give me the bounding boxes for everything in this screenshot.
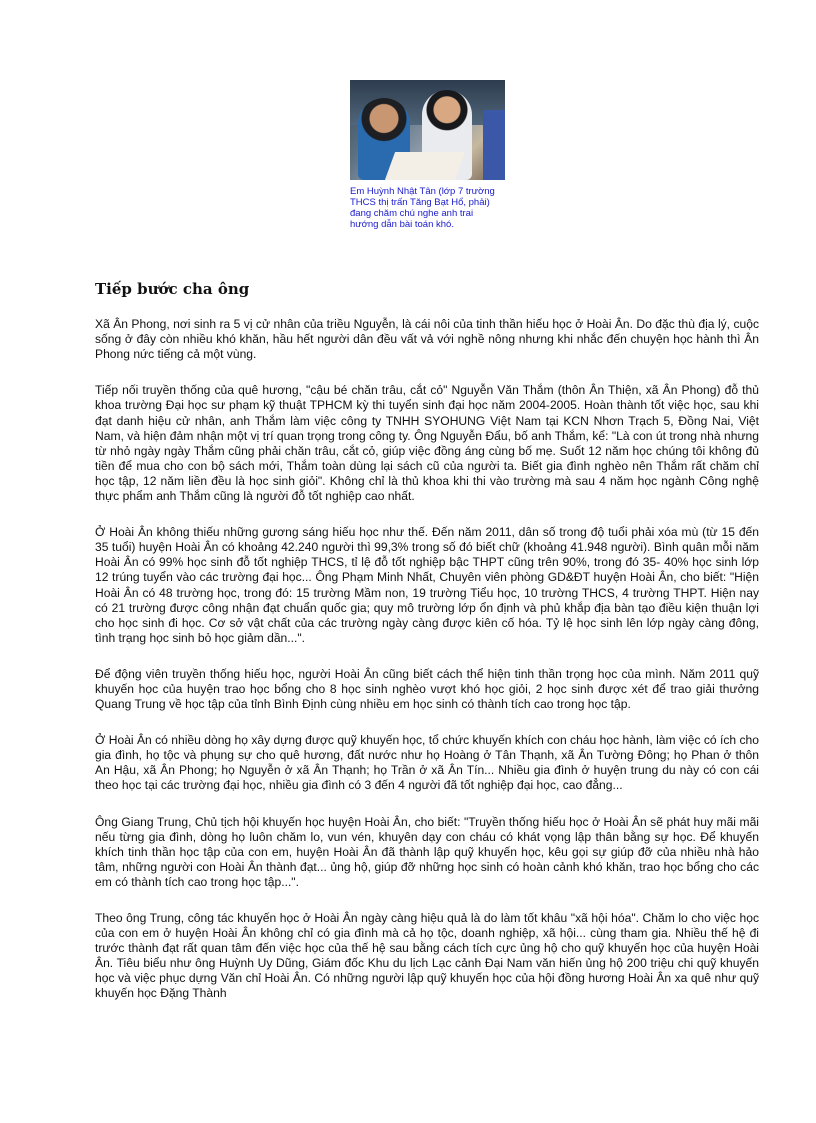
paragraph-6: Ông Giang Trung, Chủ tịch hội khuyến học huyện Hoài Ân, cho biết: "Truyền thống hiếu học ở Hoài Ân sẽ phát huy mãi mãi nếu từng gia đình, dòng họ luôn chăm lo, vun vén, khuyên dạy con cháu có khát vọng lập thân bằng sự học. Để khuyến khích tinh thần học tập của con em, huyện Hoài Ân đã thành lập quỹ khuyến học, kêu gọi sự giúp đỡ của nhiều nhà hảo tâm, những người con Hoài Ân thành đạt... ủng hộ, giúp đỡ những học sinh có hoàn cảnh khó khăn, trao học bổng cho các em có thành tích cao trong học tập...". <box>95 814 759 889</box>
paragraph-4: Để động viên truyền thống hiếu học, người Hoài Ân cũng biết cách thể hiện tinh thần trọng học của mình. Năm 2011 quỹ khuyến học của huyện trao học bổng cho 8 học sinh nghèo vượt khó học giỏi, 2 học sinh được xét để trao giải thưởng Quang Trung về học tập của tỉnh Bình Định cùng nhiều em học sinh có thành tích cao trong học tập. <box>95 666 759 712</box>
article-body <box>95 282 759 1023</box>
paragraph-1: Xã Ân Phong, nơi sinh ra 5 vị cử nhân của triều Nguyễn, là cái nôi của tinh thần hiếu học ở Hoài Ân. Do đặc thù địa lý, cuộc sống ở đây còn nhiều khó khăn, hầu hết người dân đều vất vả với nghề nông nhưng khi nhắc đến chuyện học hành thì Ân Phong nức tiếng cả một vùng. <box>95 317 759 362</box>
figure <box>350 80 506 230</box>
figure-caption: Em Huỳnh Nhật Tân (lớp 7 trường THCS thị trấn Tăng Bạt Hổ, phải) đang chăm chú nghe anh trai hướng dẫn bài toán khó. <box>350 186 495 230</box>
paragraph-3: Ở Hoài Ân không thiếu những gương sáng hiếu học như thế. Đến năm 2011, dân số trong độ tuổi phải xóa mù (từ 15 đến 35 tuổi) huyện Hoài Ân có khoảng 42.240 người thì 99,3% trong số đó biết chữ (khoảng 41.948 người). Bình quân mỗi năm Hoài Ân có 99% học sinh đỗ tốt nghiệp THCS, tỉ lệ đỗ tốt nghiệp bậc THPT cũng trên 90%, trong đó 35- 40% học sinh lớp 12 trúng tuyển vào các trường đại học... Ông Phạm Minh Nhất, Chuyên viên phòng GD&ĐT huyện Hoài Ân, cho biết: "Hiện Hoài Ân có 48 trường học, trong đó: 15 trường Mầm non, 19 trường Tiểu học, 10 trường THCS, 4 trường THPT. Hiện nay có 21 trường được công nhận đạt chuẩn quốc gia; quy mô trường lớp ổn định và phủ khắp địa bàn tạo điều kiện thuận lợi cho học sinh đi học. Cơ sở vật chất của các trường ngày càng được kiên cố hóa. Tỷ lệ học sinh lên lớp ngày càng đông, tình trạng học sinh bỏ học giảm dần...". <box>95 525 759 645</box>
paragraph-2: Tiếp nối truyền thống của quê hương, "cậu bé chăn trâu, cắt cỏ" Nguyễn Văn Thắm (thôn Ân Thiện, xã Ân Phong) đỗ thủ khoa trường Đại học sư phạm kỹ thuật TPHCM kỳ thi tuyển sinh đại học năm 2004-2005. Hoàn thành tốt việc học, sau khi đạt danh hiệu cử nhân, anh Thắm làm việc công ty TNHH SYOHUNG Việt Nam tại KCN Nhơn Trạch 5, Đồng Nai, Việt Nam, và hiện đảm nhận một vị trí quan trọng trong công ty. Ông Nguyễn Đẩu, bố anh Thắm, kể: "Là con út trong nhà nhưng từ nhỏ ngày ngày Thắm cũng phải chăn trâu, cắt cỏ, giúp việc đồng áng cùng bố mẹ. Suốt 12 năm học chúng tôi không đủ tiền để mua cho con bộ sách mới, Thắm toàn dùng lại sách cũ của người ta. Biết gia đình nghèo nên Thắm rất chăm chỉ học tập, 12 năm liền đều là học sinh giỏi". Không chỉ là thủ khoa khi thi vào trường mà sau 4 năm học ngành Công nghệ thực phẩm anh Thắm cũng là người đỗ tốt nghiệp cao nhất. <box>95 383 759 504</box>
paragraph-5: Ở Hoài Ân có nhiều dòng họ xây dựng được quỹ khuyến học, tổ chức khuyến khích con cháu học hành, làm việc có ích cho gia đình, họ tộc và phụng sự cho quê hương, đất nước như họ Hoàng ở Tân Thạnh, xã Ân Tường Đông; họ Phan ở thôn An Hậu, xã Ân Phong; họ Nguyễn ở xã Ân Thạnh; họ Trần ở xã Ân Tín... Nhiều gia đình ở huyện trung du này có con cái theo học tại các trường đại học, nhiều gia đình có 3 đến 4 người đã tốt nghiệp đại học, cao đẳng... <box>95 733 759 793</box>
photo-chair <box>483 110 505 180</box>
photo-book <box>385 152 465 180</box>
article-title: Tiếp bước cha ông <box>95 280 250 298</box>
photo-students-studying <box>350 80 505 180</box>
paragraph-7: Theo ông Trung, công tác khuyến học ở Hoài Ân ngày càng hiệu quả là do làm tốt khâu "xã hội hóa". Chăm lo cho việc học của con em ở huyện Hoài Ân không chỉ có gia đình mà cả họ tộc, doanh nghiệp, xã hội... cùng tham gia. Nhiều thế hệ đi trước thành đạt rất quan tâm đến việc học của thế hệ sau bằng cách tích cực ủng hộ cho quỹ khuyến học của huyện Hoài Ân. Tiêu biểu như ông Huỳnh Uy Dũng, Giám đốc Khu du lịch Lạc cảnh Đại Nam văn hiến ủng hộ 200 triệu chi quỹ khuyến học và việc phục dựng Văn chỉ Hoài Ân. Có những người lập quỹ khuyến học của hội đồng hương Hoài Ân xa quê như quỹ khuyến học Đặng Thành <box>95 911 759 1001</box>
